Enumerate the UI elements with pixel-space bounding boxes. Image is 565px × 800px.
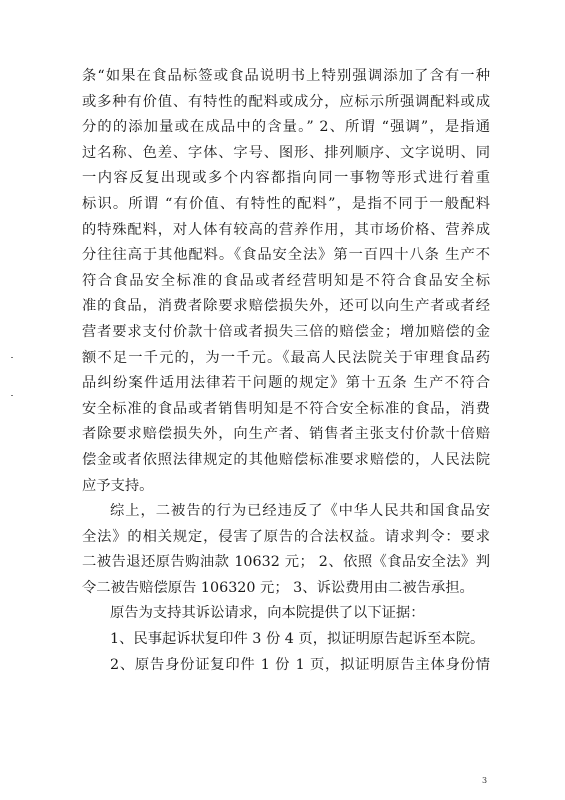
- text-line: 一内容反复出现或多个内容都指向同一事物等形式进行着重: [82, 170, 490, 187]
- text-line: 符合食品安全标准的食品或者经营明知是不符合食品安全标: [82, 272, 490, 289]
- text-line: 偿金或者依照法律规定的其他赔偿标准要求赔偿的，人民法院: [82, 451, 490, 468]
- text-line: 营者要求支付价款十倍或者损失三倍的赔偿金；增加赔偿的金: [82, 323, 490, 340]
- text-line: 分往往高于其他配料。《食品安全法》第一百四十八条 生产不: [82, 247, 490, 264]
- page-number: 3: [482, 776, 488, 785]
- text-line: 综上，二被告的行为已经违反了《中华人民共和国食品安: [110, 503, 490, 520]
- text-line: 令二被告赔偿原告 106320 元； 3、诉讼费用由二被告承担。: [82, 579, 474, 596]
- margin-mark: [11, 395, 13, 396]
- text-line: 标识。所谓 “有价值、有特性的配料”，是指不同于一般配料: [82, 195, 490, 212]
- text-line: 2、原告身份证复印件 1 份 1 页，拟证明原告主体身份情: [110, 656, 490, 673]
- text-line: 过名称、色差、字体、字号、图形、排列顺序、文字说明、同: [82, 144, 490, 161]
- text-line: 品纠纷案件适用法律若干问题的规定》第十五条 生产不符合: [82, 375, 490, 392]
- document-body: [82, 64, 490, 678]
- text-line: 原告为支持其诉讼请求，向本院提供了以下证据：: [110, 605, 425, 622]
- margin-mark: [11, 357, 13, 358]
- text-line: 的特殊配料，对人体有较高的营养作用，其市场价格、营养成: [82, 221, 490, 238]
- text-line: 准的食品，消费者除要求赔偿损失外，还可以向生产者或者经: [82, 298, 490, 315]
- text-line: 分的的添加量或在成品中的含量。” 2、所谓 “强调”，是指通: [82, 119, 490, 136]
- text-line: 二被告退还原告购油款 10632 元； 2、依照《食品安全法》判: [82, 554, 490, 571]
- text-line: 额不足一千元的，为一千元。《最高人民法院关于审理食品药: [82, 349, 490, 366]
- text-line: 者除要求赔偿损失外，向生产者、销售者主张支付价款十倍赔: [82, 426, 490, 443]
- text-line: 全法》的相关规定，侵害了原告的合法权益。请求判令：要求: [82, 528, 490, 545]
- text-line: 安全标准的食品或者销售明知是不符合安全标准的食品，消费: [82, 400, 490, 417]
- text-line: 应予支持。: [82, 477, 154, 494]
- text-line: 或多种有价值、有特性的配料或成分，应标示所强调配料或成: [82, 93, 490, 110]
- text-line: 1、民事起诉状复印件 3 份 4 页，拟证明原告起诉至本院。: [110, 631, 485, 648]
- text-line: 条“如果在食品标签或食品说明书上特别强调添加了含有一种: [82, 68, 490, 84]
